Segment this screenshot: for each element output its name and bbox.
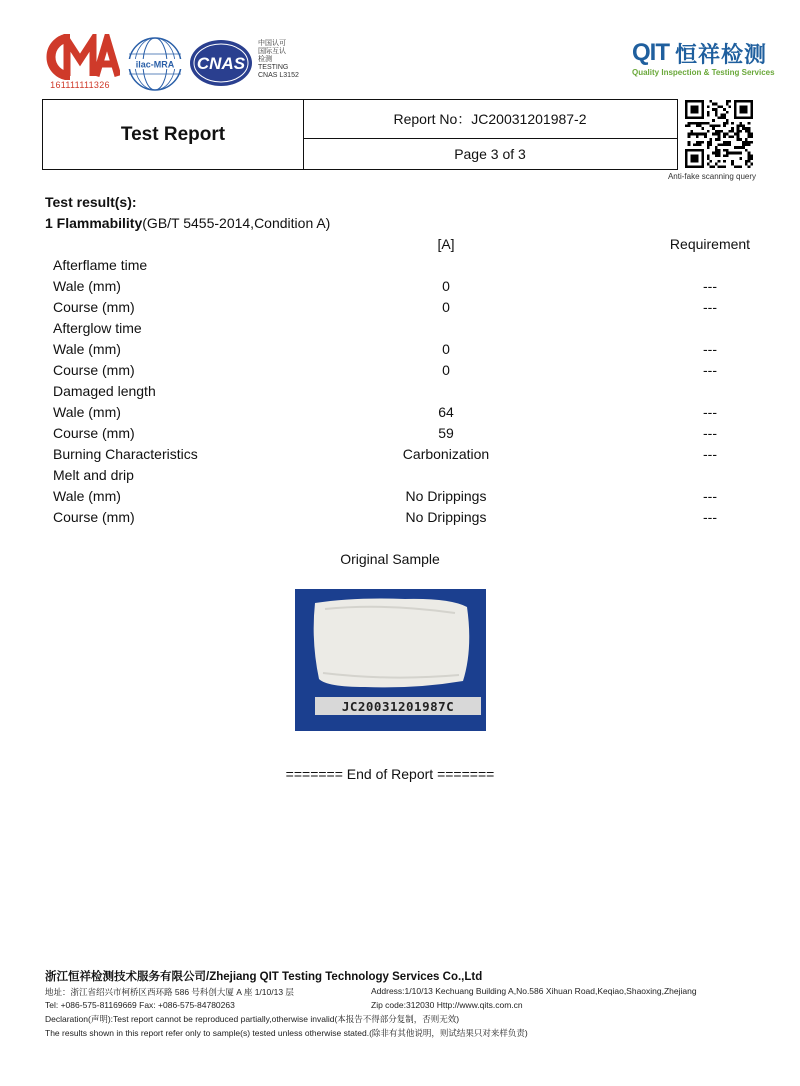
cnas-line: 国际互认 xyxy=(258,48,286,55)
footer-address-cn: 地址：浙江省绍兴市柯桥区西环路 586 号科创大厦 A 座 1/10/13 层 xyxy=(45,987,294,997)
cnas-line: TESTING xyxy=(258,64,289,71)
column-header-requirement: Requirement xyxy=(669,236,751,252)
qr-code-icon[interactable] xyxy=(685,100,753,168)
end-of-report: ======= End of Report ======= xyxy=(285,766,495,782)
cnas-caption xyxy=(258,40,318,80)
footer-address-en: Address:1/10/13 Kechuang Building A,No.586 Xihuan Road,Keqiao,Shaoxing,Zhejiang xyxy=(371,986,697,996)
cma-logo-icon xyxy=(40,34,120,80)
globe-icon xyxy=(127,36,183,92)
row-value-a: No Drippings xyxy=(405,509,487,525)
row-requirement: --- xyxy=(703,509,717,525)
page-number: Page 3 of 3 xyxy=(454,145,526,162)
row-label: Course (mm) xyxy=(53,509,135,525)
report-header-table xyxy=(42,99,678,170)
column-header-a: [A] xyxy=(437,236,455,252)
row-value-a: No Drippings xyxy=(405,488,487,504)
row-label: Wale (mm) xyxy=(53,488,121,504)
row-requirement: --- xyxy=(703,299,717,315)
footer-results-note: The results shown in this report refer only to sample(s) tested unless otherwise stated.(除非有其他说明，则试结果只对来样负责) xyxy=(45,1028,528,1038)
row-value-a: 0 xyxy=(442,362,450,378)
row-label: Course (mm) xyxy=(53,299,135,315)
row-label: Melt and drip xyxy=(53,467,134,483)
row-label: Burning Characteristics xyxy=(53,446,198,462)
qit-logo xyxy=(632,39,775,82)
row-label: Wale (mm) xyxy=(53,404,121,420)
row-requirement: --- xyxy=(703,446,717,462)
row-requirement: --- xyxy=(703,278,717,294)
ilac-text: ilac-MRA xyxy=(135,59,175,70)
row-requirement: --- xyxy=(703,425,717,441)
sample-photo xyxy=(295,589,486,731)
row-requirement: --- xyxy=(703,341,717,357)
qit-chinese-name: 恒祥检测 xyxy=(675,41,768,67)
row-label: Course (mm) xyxy=(53,425,135,441)
row-label: Wale (mm) xyxy=(53,341,121,357)
row-value-a: 59 xyxy=(438,425,454,441)
section-title-standard: (GB/T 5455-2014,Condition A) xyxy=(142,215,331,231)
footer-zip-web: Zip code:312030 Http://www.qits.com.cn xyxy=(371,1000,523,1010)
row-value-a: 64 xyxy=(438,404,454,420)
cnas-logo xyxy=(189,38,253,88)
cma-logo xyxy=(40,34,120,92)
cnas-line: CNAS L3152 xyxy=(258,72,299,79)
row-requirement: --- xyxy=(703,488,717,504)
footer-company: 浙江恒祥检测技术服务有限公司/Zhejiang QIT Testing Technology Services Co.,Ltd xyxy=(45,971,483,983)
row-label: Course (mm) xyxy=(53,362,135,378)
cnas-logo-text: CNAS xyxy=(196,54,246,73)
report-title: Test Report xyxy=(43,100,304,169)
cnas-logo-icon xyxy=(189,38,253,88)
row-value-a: 0 xyxy=(442,278,450,294)
row-value-a: 0 xyxy=(442,299,450,315)
qr-caption: Anti-fake scanning query xyxy=(667,172,757,181)
section-title-bold: 1 Flammability xyxy=(45,215,143,231)
sample-photo-image xyxy=(295,589,486,731)
footer-declaration: Declaration(声明):Test report cannot be reproduced partially,otherwise invalid(本报告不得部分复制，否则无效) xyxy=(45,1014,460,1024)
row-label: Wale (mm) xyxy=(53,278,121,294)
row-value-a: 0 xyxy=(442,341,450,357)
row-requirement: --- xyxy=(703,362,717,378)
qit-brand-text: QIT xyxy=(632,39,669,66)
cma-number: 161111111326 xyxy=(50,80,110,90)
sample-label: JC20031201987C xyxy=(341,699,455,714)
cnas-line: 检测 xyxy=(258,56,272,63)
results-heading: Test result(s): xyxy=(45,194,137,210)
row-label: Afterglow time xyxy=(53,320,142,336)
sample-caption: Original Sample xyxy=(340,551,440,567)
footer-tel-fax: Tel: +086-575-81169669 Fax: +086-575-84780263 xyxy=(45,1000,235,1010)
row-label: Afterflame time xyxy=(53,257,148,273)
row-value-a: Carbonization xyxy=(402,446,490,462)
report-number: Report No：JC20031201987-2 xyxy=(303,100,677,139)
row-requirement: --- xyxy=(703,404,717,420)
row-label: Damaged length xyxy=(53,383,156,399)
section-title xyxy=(45,215,330,231)
qit-tagline: Quality Inspection & Testing Services xyxy=(632,68,775,77)
cnas-line: 中国认可 xyxy=(258,40,286,47)
ilac-mra-logo xyxy=(127,36,183,92)
